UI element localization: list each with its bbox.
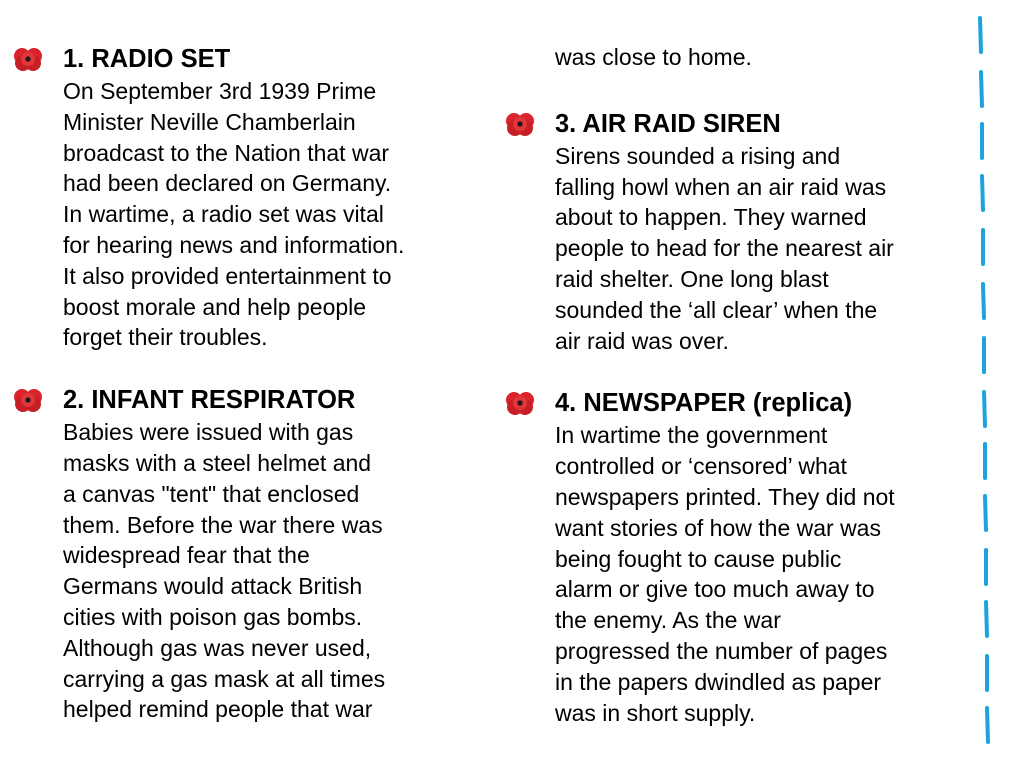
body-line: want stories of how the war was: [555, 514, 881, 541]
item-infant-respirator: [63, 383, 463, 725]
body-line: cities with poison gas bombs.: [63, 603, 363, 630]
body-line: helped remind people that war: [63, 696, 373, 723]
right-column: [555, 42, 955, 728]
body-line: falling howl when an air raid was: [555, 173, 887, 200]
body-line: the enemy. As the war: [555, 607, 781, 634]
body-line: newspapers printed. They did not: [555, 483, 895, 510]
body-line: them. Before the war there was: [63, 511, 383, 538]
body-line: Germans would attack British: [63, 573, 363, 600]
body-line: controlled or ‘censored’ what: [555, 453, 847, 480]
item-title: 4. NEWSPAPER (replica): [555, 389, 853, 418]
item-title: 2. INFANT RESPIRATOR: [63, 386, 356, 415]
body-line: in the papers dwindled as paper: [555, 668, 882, 695]
body-line: air raid was over.: [555, 327, 729, 354]
body-line: alarm or give too much away to: [555, 576, 875, 603]
body-line: broadcast to the Nation that war: [63, 139, 390, 166]
poppy-icon: [505, 111, 535, 137]
body-line: people to head for the nearest air: [555, 235, 894, 262]
body-line: Sirens sounded a rising and: [555, 142, 841, 169]
body-line: Although gas was never used,: [63, 634, 372, 661]
poppy-icon: [13, 387, 43, 413]
body-line: being fought to cause public: [555, 545, 842, 572]
item-title: 3. AIR RAID SIREN: [555, 109, 781, 138]
body-line: for hearing news and information.: [63, 231, 405, 258]
continued-text: was close to home.: [555, 44, 752, 70]
body-line: was in short supply.: [555, 699, 756, 726]
body-line: about to happen. They warned: [555, 204, 867, 231]
body-line: In wartime the government: [555, 422, 828, 449]
body-line: widespread fear that the: [63, 542, 310, 569]
item-radio-set: [63, 42, 463, 353]
item-air-raid-siren: [555, 107, 955, 357]
dashed-cut-line: [970, 0, 1000, 768]
body-line: had been declared on Germany.: [63, 170, 392, 197]
body-line: It also provided entertainment to: [63, 262, 392, 289]
body-line: In wartime, a radio set was vital: [63, 201, 384, 228]
body-line: forget their troubles.: [63, 324, 268, 351]
body-line: raid shelter. One long blast: [555, 265, 829, 292]
body-line: Minister Neville Chamberlain: [63, 108, 356, 135]
poppy-icon: [13, 46, 43, 72]
body-line: a canvas "tent" that enclosed: [63, 480, 360, 507]
body-line: carrying a gas mask at all times: [63, 665, 386, 692]
body-line: masks with a steel helmet and: [63, 449, 372, 476]
body-line: progressed the number of pages: [555, 637, 888, 664]
body-line: sounded the ‘all clear’ when the: [555, 296, 878, 323]
body-line: Babies were issued with gas: [63, 419, 354, 446]
left-column: [63, 42, 463, 725]
item-title: 1. RADIO SET: [63, 45, 231, 73]
item-newspaper: [555, 386, 955, 728]
poppy-icon: [505, 390, 535, 416]
cut-line-dashes: [980, 18, 988, 742]
body-line: boost morale and help people: [63, 293, 367, 320]
body-line: On September 3rd 1939 Prime: [63, 78, 377, 104]
